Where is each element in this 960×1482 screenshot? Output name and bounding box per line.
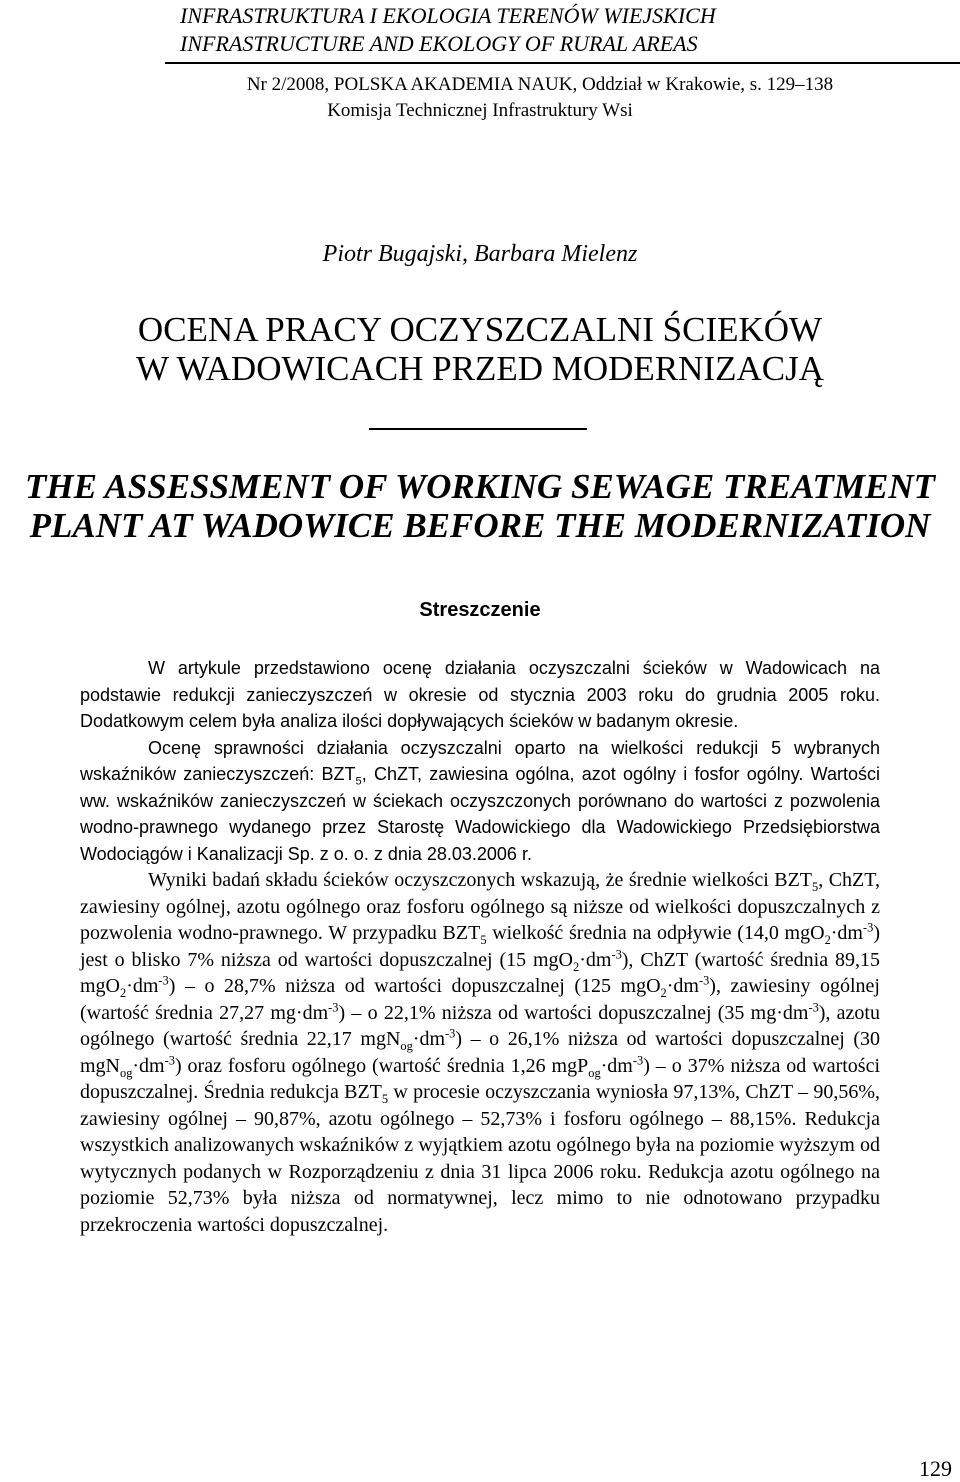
p3-sup: -3 bbox=[632, 1052, 644, 1067]
journal-title-pl: INFRASTRUKTURA I EKOLOGIA TERENÓW WIEJSKICH bbox=[180, 3, 716, 28]
abstract-body bbox=[80, 655, 880, 1238]
p3-sup: -3 bbox=[808, 999, 819, 1014]
title-en-line-1: THE ASSESSMENT OF WORKING SEWAGE TREATMENT bbox=[25, 467, 935, 506]
p3-sub: 2 bbox=[660, 986, 667, 1000]
title-pl-line-1: OCENA PRACY OCZYSZCZALNI ŚCIEKÓW bbox=[137, 310, 823, 349]
p3-s4: ·dm bbox=[830, 922, 863, 944]
p3-sup: -3 bbox=[611, 946, 622, 961]
p3-s1: Wyniki badań składu ścieków oczyszczonych wskazują, że średnie wielkości BZT bbox=[148, 869, 813, 891]
p3-s6: ·dm bbox=[579, 948, 612, 971]
journal-header bbox=[180, 2, 960, 58]
p3-s3: wielkość średnia na odpływie (14,0 mgO bbox=[486, 922, 825, 944]
p3-s19: ) – o 37% niższa od wartości dopuszczalnej. Średnia redukcja BZT bbox=[80, 1054, 881, 1103]
issue-info: Nr 2/2008, POLSKA AKADEMIA NAUK, Oddział w Krakowie, s. 129–138 bbox=[246, 74, 834, 95]
abstract-paragraph-1: W artykule przedstawiono ocenę działania oczyszczalni ścieków w Wadowicach na podstawie redukcji zanieczyszczeń w okresie od stycznia 2003 roku do grudnia 2005 roku. Dodatkowym celem była analiza ilości dopływających ścieków w badanym okresie. bbox=[80, 658, 880, 731]
p3-sub: 5 bbox=[480, 933, 487, 947]
p3-s16: ·dm bbox=[132, 1054, 165, 1077]
abstract-paragraph-2 bbox=[80, 735, 880, 868]
p3-sub: 5 bbox=[812, 880, 819, 894]
p3-sup: -3 bbox=[862, 920, 874, 935]
p2-text-a: Ocenę sprawności działania oczyszczalni oparto na wielkości redukcji 5 wybranych wskaźników zanieczyszczeń: BZT bbox=[80, 737, 880, 784]
title-en-line-2: PLANT AT WADOWICE BEFORE THE MODERNIZATION bbox=[29, 506, 931, 545]
title-pl-line-2: W WADOWICACH PRZED MODERNIZACJĄ bbox=[135, 349, 824, 388]
p3-s9: ) – o 28,7% niższa od wartości dopuszczalnej (125 mgO bbox=[168, 975, 661, 997]
title-pl bbox=[0, 310, 960, 388]
p3-sup: -3 bbox=[445, 1026, 456, 1041]
p3-sup: -3 bbox=[164, 1052, 175, 1067]
title-en bbox=[0, 467, 960, 545]
authors: Piotr Bugajski, Barbara Mielenz bbox=[322, 241, 638, 267]
p3-s8: ·dm bbox=[126, 975, 159, 997]
p3-s2: , ChZT, zawiesiny ogólnej, azotu ogólnego oraz fosforu ogólnego są niższe od wielkości dopuszczalnych z pozwolenia wodno-prawnego. W przypadku BZT bbox=[80, 869, 881, 944]
p3-s14: ·dm bbox=[412, 1028, 445, 1050]
p3-sub: 2 bbox=[573, 959, 580, 974]
p3-s20: w procesie oczyszczania wyniosła 97,13%, ChZT – 90,56%, zawiesiny ogólnej – 90,87%, azotu ogólnego – 52,73% i fosforu ogólnego – 88,15%. Redukcja wszystkich analizowanych wskaźników z wyjątkiem azotu ogólnego była na poziomie wyższym od wytycznych podanych w Rozporządzeniu z dnia 31 lipca 2006 roku. Redukcja azotu ogólnego na poziomie 52,73% była niższa od normatywnej, lecz mimo to nie odnotowano przypadku przekroczenia wartości dopuszczalnej. bbox=[80, 1081, 880, 1236]
p3-sub: 2 bbox=[824, 933, 831, 947]
p3-sub: 2 bbox=[120, 986, 127, 1000]
p3-sup: -3 bbox=[698, 973, 710, 988]
p3-s17: ) oraz fosforu ogólnego (wartość średnia 1,26 mgP bbox=[174, 1054, 589, 1077]
p3-sup: -3 bbox=[158, 973, 169, 988]
header-rule bbox=[165, 62, 960, 64]
abstract-paragraph-3 bbox=[80, 867, 880, 1238]
p3-sub: 5 bbox=[381, 1092, 389, 1106]
p3-sub: og bbox=[400, 1039, 413, 1053]
p3-s5: ) jest o blisko 7% niższa od wartości dopuszczalnej (15 mgO bbox=[80, 922, 880, 971]
journal-title-en: INFRASTRUCTURE AND EKOLOGY OF RURAL AREAS bbox=[180, 31, 698, 56]
p3-s10: ·dm bbox=[666, 975, 699, 997]
p3-s12: ) – o 22,1% niższa od wartości dopuszczalnej (35 mg·dm bbox=[338, 1001, 809, 1024]
p3-sub: og bbox=[120, 1065, 133, 1080]
p3-s7: ), ChZT (wartość średnia 89,15 mgO bbox=[80, 948, 881, 997]
p3-s15: ) – o 26,1% niższa od wartości dopuszczalnej (30 mgN bbox=[80, 1028, 880, 1077]
p3-sup: -3 bbox=[328, 999, 339, 1014]
committee-name: Komisja Technicznej Infrastruktury Wsi bbox=[327, 100, 633, 121]
p3-s11: ), zawiesiny ogólnej (wartość średnia 27,27 mg·dm bbox=[80, 975, 880, 1024]
title-separator bbox=[369, 428, 587, 430]
p3-s18: ·dm bbox=[600, 1054, 633, 1077]
p3-s13: ), azotu ogólnego (wartość średnia 22,17 mgN bbox=[80, 1001, 880, 1050]
p3-sub: og bbox=[588, 1065, 601, 1080]
page-number: 129 bbox=[919, 1456, 952, 1481]
p2-text-b: , ChZT, zawiesina ogólna, azot ogólny i fosfor ogólny. Wartości ww. wskaźników zanieczyszczeń w ściekach oczyszczonych porównano do wartości z pozwolenia wodno-prawnego wydanego przez Starostę Wadowickiego dla Wadowickiego Przedsiębiorstwa Wodociągów i Kanalizacji Sp. z o. o. z dnia 28.03.2006 r. bbox=[80, 764, 880, 864]
abstract-heading: Streszczenie bbox=[419, 599, 541, 621]
p2-sub: 5 bbox=[355, 775, 362, 788]
